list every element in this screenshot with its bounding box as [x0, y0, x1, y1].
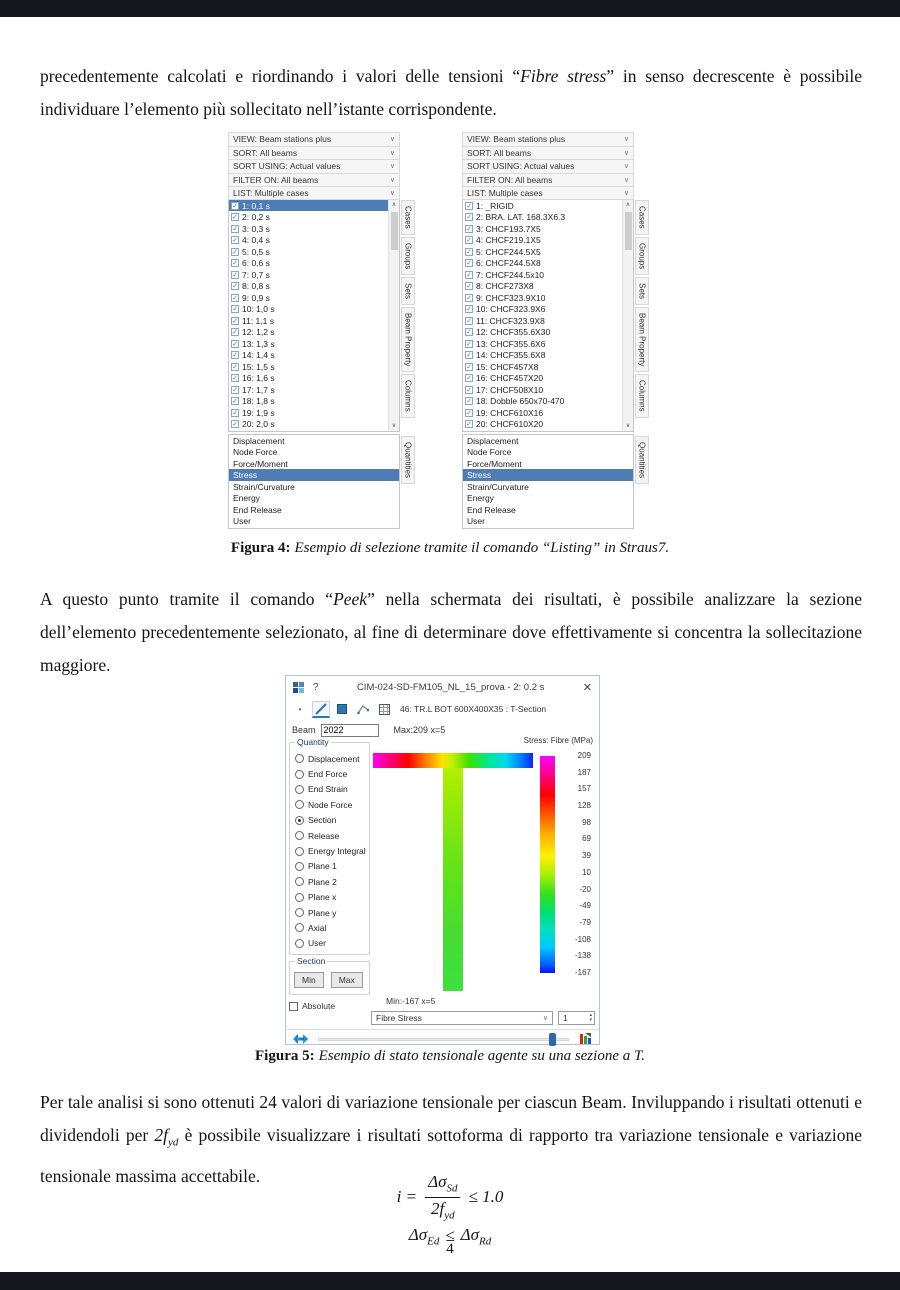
case-label: 12: 1,2 s [242, 327, 275, 338]
radio-icon [295, 877, 304, 886]
checkbox-checked-icon[interactable]: ✓ [466, 375, 472, 383]
case-label: 19: 1,9 s [242, 407, 275, 418]
chevron-down-icon: ∨ [623, 163, 629, 171]
line-icon [315, 703, 327, 715]
case-list-item[interactable] [229, 257, 388, 269]
case-list-item[interactable] [229, 395, 388, 407]
beam-number-input[interactable] [321, 724, 379, 737]
checkbox-checked-icon[interactable]: ✓ [232, 237, 238, 245]
case-list-item[interactable] [463, 257, 622, 269]
dropdown-label: LIST: Multiple cases [233, 188, 309, 199]
help-button[interactable]: ? [313, 681, 319, 693]
quantity-list-item[interactable]: Node Force [467, 447, 512, 458]
cases-list [462, 200, 634, 432]
scroll-thumb[interactable] [391, 212, 398, 250]
checkbox-checked-icon[interactable]: ✓ [232, 294, 238, 302]
checkbox-checked-icon[interactable]: ✓ [232, 329, 238, 337]
case-label: 15: CHCF457X8 [476, 361, 539, 372]
side-tab[interactable]: Columns [635, 374, 649, 418]
quantities-list [462, 434, 634, 529]
filter-dropdowns [462, 132, 634, 200]
radio-icon [295, 939, 304, 948]
legend-title: Stress: Fibre (MPa) [523, 736, 593, 745]
spline-tool-button[interactable] [354, 701, 372, 718]
scroll-up-icon[interactable]: ∧ [625, 201, 631, 208]
case-label: 11: 1,1 s [242, 315, 274, 326]
legend-value: 209 [577, 751, 591, 760]
scroll-down-icon[interactable]: ∨ [625, 422, 631, 429]
chevron-down-icon: ∨ [389, 190, 395, 198]
case-label: 6: CHCF244.5X8 [476, 258, 541, 269]
station-slider[interactable] [318, 1038, 569, 1041]
checkbox-checked-icon[interactable]: ✓ [466, 409, 472, 417]
radio-icon [295, 847, 304, 856]
spinner-down-icon[interactable]: ▾ [589, 1017, 592, 1023]
quantity-radio-option[interactable]: Plane 1 [293, 859, 366, 874]
quantity-list-item[interactable]: Force/Moment [467, 458, 522, 469]
case-list-item[interactable] [463, 407, 622, 419]
dropdown-label: FILTER ON: All beams [467, 175, 553, 186]
checkbox-checked-icon[interactable]: ✓ [466, 260, 472, 268]
dropdown-label: SORT: All beams [233, 147, 298, 158]
quantity-list-item[interactable]: Stress [229, 469, 399, 481]
legend-value: 128 [577, 801, 591, 811]
legend-value: -79 [579, 917, 591, 927]
legend-value: 69 [582, 834, 591, 844]
chevron-down-icon: ∨ [623, 177, 629, 185]
case-label: 7: CHCF244.5x10 [476, 269, 545, 280]
checkbox-checked-icon[interactable]: ✓ [232, 352, 238, 360]
case-list-item[interactable] [229, 200, 388, 212]
legend-value: -108 [574, 934, 591, 944]
quantity-radio-option[interactable]: Section [293, 813, 366, 828]
quantity-groupbox [289, 737, 370, 955]
chevron-down-icon: ∨ [542, 1015, 548, 1022]
case-list-item[interactable] [463, 211, 622, 223]
radio-icon [295, 908, 304, 917]
quantity-group-label: Quantity [297, 737, 329, 747]
checkbox-checked-icon[interactable]: ✓ [232, 202, 238, 210]
point-tool-button[interactable] [291, 701, 309, 718]
absolute-checkbox-row[interactable] [289, 1001, 370, 1011]
quantity-list-item[interactable]: Node Force [233, 447, 278, 458]
filter-dropdown[interactable] [462, 159, 634, 173]
dropdown-label: FILTER ON: All beams [233, 175, 319, 186]
section-group-label: Section [297, 956, 326, 967]
page-number: 4 [446, 1241, 454, 1257]
side-tab[interactable]: Beam Property [401, 307, 415, 372]
formula-2: $\Delta\sigma_{Ed}$ ≤ $\Delta\sigma_{Rd}$ [408, 1225, 492, 1248]
case-list-item[interactable] [229, 303, 388, 315]
case-list-item[interactable] [463, 395, 622, 407]
area-tool-button[interactable] [333, 701, 351, 718]
chevron-down-icon: ∨ [623, 190, 629, 198]
peek-sidebar [289, 737, 370, 1012]
case-list-item[interactable] [463, 234, 622, 246]
case-list-item[interactable] [463, 349, 622, 361]
case-label: 17: 1,7 s [242, 384, 275, 395]
checkbox-checked-icon[interactable]: ✓ [466, 237, 472, 245]
checkbox-checked-icon[interactable]: ✓ [232, 340, 238, 348]
case-label: 15: 1,5 s [242, 361, 275, 372]
legend-value: -20 [579, 884, 591, 894]
checkbox-checked-icon[interactable]: ✓ [232, 248, 238, 256]
case-label: 3: 0,3 s [242, 223, 270, 234]
checkbox-checked-icon[interactable]: ✓ [466, 271, 472, 279]
chevron-down-icon: ∨ [389, 136, 395, 144]
case-label: 5: 0,5 s [242, 246, 270, 257]
legend-settings-icon[interactable] [579, 1033, 592, 1045]
dropdown-label: SORT USING: Actual values [467, 161, 575, 172]
case-label: 2: BRA. LAT. 168.3X6.3 [476, 212, 566, 223]
side-tab[interactable]: Groups [635, 237, 649, 275]
checkbox-checked-icon[interactable]: ✓ [466, 283, 472, 291]
quantity-list-item[interactable]: Displacement [467, 435, 519, 446]
quantity-list-item[interactable]: Stress [463, 469, 633, 481]
formula-1: i = $\frac{\Delta\sigma_{Sd}}{2f_{yd}}$ ≤ 1.0 [396, 1172, 504, 1221]
scrollbar[interactable] [388, 200, 399, 431]
square-icon [337, 704, 347, 714]
case-label: 20: CHCF610X20 [476, 419, 544, 430]
paragraph-1: precedentemente calcolati e riordinando i valori delle tensioni “Fibre stress” in senso decrescente è possibile individuare l’elemento più sollecitato nell’istante corrispondente. [40, 66, 863, 119]
quantity-list-item[interactable]: Strain/Curvature [467, 481, 529, 492]
quantity-radio-option[interactable]: Plane 2 [293, 874, 366, 889]
station-spinner[interactable]: 1 ▴ ▾ [558, 1011, 595, 1025]
straus7-listing-panel-right [462, 132, 650, 530]
case-list-item[interactable] [463, 269, 622, 281]
quantity-radio-option[interactable]: Node Force [293, 797, 366, 812]
quantities-list [228, 434, 400, 529]
legend-value: 187 [577, 767, 591, 777]
radio-icon [295, 831, 304, 840]
spline-icon [357, 703, 369, 715]
slider-handle[interactable] [549, 1033, 556, 1046]
case-label: 14: 1,4 s [242, 350, 275, 361]
checkbox-checked-icon[interactable]: ✓ [466, 225, 472, 233]
dropdown-label: SORT: All beams [467, 147, 532, 158]
inline-math: $2f_{yd}$ [154, 1125, 179, 1149]
case-list-item[interactable] [463, 200, 622, 212]
paragraph-3: Per tale analisi si sono ottenuti 24 valori di variazione tensionale per ciascun Beam. Inviluppando i risultati ottenuti e dividendoli per $2f_{yd}$ è possibile visualizzare i risultati sottoforma di rapporto tra variazione tensionale e variazione tensionale massima accettabile. [40, 1092, 863, 1186]
side-tab[interactable]: Cases [401, 200, 415, 235]
case-list-item[interactable] [229, 349, 388, 361]
dropdown-label: VIEW: Beam stations plus [467, 134, 566, 145]
case-label: 14: CHCF355.6X8 [476, 350, 546, 361]
chevron-down-icon: ∨ [623, 136, 629, 144]
straus7-listing-panel-left [228, 132, 416, 530]
checkbox-checked-icon[interactable]: ✓ [466, 317, 472, 325]
beam-label: Beam [292, 725, 316, 735]
dialog-title: CIM-024-SD-FM105_NL_15_prova - 2: 0.2 s [356, 681, 545, 693]
checkbox-checked-icon[interactable]: ✓ [232, 271, 238, 279]
filter-dropdown[interactable] [462, 173, 634, 187]
case-label: 13: CHCF355.6X6 [476, 338, 546, 349]
case-label: 18: Dobble 650x70-470 [476, 396, 565, 407]
scroll-down-icon[interactable]: ∨ [391, 422, 397, 429]
checkbox-unchecked-icon[interactable] [289, 1002, 298, 1011]
case-label: 8: 0,8 s [242, 281, 270, 292]
checkbox-checked-icon[interactable]: ✓ [466, 340, 472, 348]
max-button[interactable]: Max [331, 972, 363, 988]
case-label: 8: CHCF273X8 [476, 281, 534, 292]
radio-icon [295, 816, 304, 825]
case-list-item[interactable] [229, 269, 388, 281]
side-tab-strip [634, 132, 650, 530]
radio-icon [295, 862, 304, 871]
filter-dropdown[interactable] [228, 146, 400, 160]
checkbox-checked-icon[interactable]: ✓ [232, 306, 238, 314]
checkbox-checked-icon[interactable]: ✓ [232, 225, 238, 233]
cases-list [228, 200, 400, 432]
case-label: 18: 1,8 s [242, 396, 275, 407]
quantity-list-item[interactable]: End Release [467, 504, 516, 515]
quantity-radio-option[interactable]: Displacement [293, 751, 366, 766]
radio-icon [295, 770, 304, 779]
point-icon: • [298, 704, 302, 714]
case-list-item[interactable] [229, 234, 388, 246]
radio-icon [295, 893, 304, 902]
case-label: 20: 2,0 s [242, 419, 275, 430]
checkbox-checked-icon[interactable]: ✓ [232, 317, 238, 325]
checkbox-checked-icon[interactable]: ✓ [232, 398, 238, 406]
case-list-item[interactable] [463, 280, 622, 292]
radio-icon [295, 754, 304, 763]
section-groupbox [289, 956, 370, 995]
filter-dropdown[interactable] [462, 186, 634, 200]
checkbox-checked-icon[interactable]: ✓ [466, 202, 472, 210]
case-list-item[interactable] [229, 326, 388, 338]
case-list-item[interactable] [229, 280, 388, 292]
t-section-flange [373, 753, 533, 768]
case-label: 4: CHCF219.1X5 [476, 235, 541, 246]
case-list-item[interactable] [229, 315, 388, 327]
section-name-label: 46: TR.L BOT 600X400X35 : T-Section [400, 704, 547, 714]
t-section-stem [443, 768, 463, 991]
legend-value: -49 [579, 901, 591, 911]
spinner-up-icon[interactable]: ▴ [589, 1012, 592, 1018]
quantity-radio-option[interactable]: Plane y [293, 905, 366, 920]
bottom-border-bar [0, 1272, 900, 1290]
case-list-item[interactable] [229, 361, 388, 373]
case-label: 9: CHCF323.9X10 [476, 292, 546, 303]
checkbox-checked-icon[interactable]: ✓ [466, 352, 472, 360]
case-list-item[interactable] [463, 326, 622, 338]
quantity-radio-option[interactable]: Release [293, 828, 366, 843]
calculator-button[interactable] [375, 701, 393, 718]
absolute-label: Absolute [302, 1001, 336, 1012]
quantity-radio-option[interactable]: End Force [293, 766, 366, 781]
case-label: 1: _RIGID [476, 200, 514, 211]
side-tab[interactable]: Sets [635, 277, 649, 305]
filter-dropdown[interactable] [462, 132, 634, 146]
checkbox-checked-icon[interactable]: ✓ [466, 363, 472, 371]
checkbox-checked-icon[interactable]: ✓ [232, 375, 238, 383]
case-list-item[interactable] [463, 418, 622, 430]
min-button[interactable]: Min [294, 972, 324, 988]
case-list-item[interactable] [463, 361, 622, 373]
legend-values [559, 751, 591, 977]
scroll-up-icon[interactable]: ∧ [391, 201, 397, 208]
case-list-item[interactable] [463, 384, 622, 396]
quantity-radio-option[interactable]: End Strain [293, 782, 366, 797]
case-list-item[interactable] [229, 292, 388, 304]
case-label: 5: CHCF244.5X5 [476, 246, 541, 257]
peek-toolbar [286, 698, 599, 720]
quantity-radio-option[interactable]: Plane x [293, 890, 366, 905]
case-label: 2: 0,2 s [242, 212, 270, 223]
side-tab-quantities[interactable]: Quantities [401, 436, 415, 484]
case-label: 4: 0,4 s [242, 235, 270, 246]
side-tab-quantities[interactable]: Quantities [635, 436, 649, 484]
chevron-down-icon: ∨ [389, 163, 395, 171]
radio-icon [295, 800, 304, 809]
case-label: 13: 1,3 s [242, 338, 275, 349]
min-value-label: Min:-167 x=5 [386, 996, 436, 1006]
radio-icon [295, 785, 304, 794]
line-tool-button[interactable] [312, 701, 330, 718]
filter-dropdowns [228, 132, 400, 200]
case-label: 11: CHCF323.9X8 [476, 315, 545, 326]
case-label: 17: CHCF508X10 [476, 384, 544, 395]
checkbox-checked-icon[interactable]: ✓ [466, 386, 472, 394]
case-label: 9: 0,9 s [242, 292, 270, 303]
radio-icon [295, 923, 304, 932]
checkbox-checked-icon[interactable]: ✓ [466, 329, 472, 337]
legend-value: 10 [582, 867, 591, 877]
case-label: 6: 0,6 s [242, 258, 270, 269]
checkbox-checked-icon[interactable]: ✓ [232, 386, 238, 394]
case-list-item[interactable] [463, 315, 622, 327]
legend-value: 98 [582, 817, 591, 827]
checkbox-checked-icon[interactable]: ✓ [232, 363, 238, 371]
figure-4-caption: Figura 4: Esempio di selezione tramite il comando “Listing” in Straus7. [230, 540, 670, 556]
result-quantity-row [286, 1010, 599, 1026]
checkbox-checked-icon[interactable]: ✓ [232, 283, 238, 291]
peek-bottom-bar [286, 1029, 599, 1048]
checkbox-checked-icon[interactable]: ✓ [466, 306, 472, 314]
app-grid-icon [293, 682, 304, 693]
case-label: 7: 0,7 s [242, 269, 270, 280]
paragraph-2: A questo punto tramite il comando “Peek” nella schermata dei risultati, è possibile analizzare la sezione dell’elemento precedentemente selezionato, al fine di determinare dove effettivamente si concentra la sollecitazione maggiore. [40, 589, 862, 675]
quantity-list-item[interactable]: Energy [233, 493, 260, 504]
peek-dialog [285, 675, 600, 1045]
chevron-down-icon: ∨ [389, 149, 395, 157]
checkbox-checked-icon[interactable]: ✓ [466, 294, 472, 302]
case-label: 16: 1,6 s [242, 373, 275, 384]
side-tab[interactable]: Groups [401, 237, 415, 275]
case-list-item[interactable] [463, 292, 622, 304]
checkbox-checked-icon[interactable]: ✓ [232, 409, 238, 417]
case-list-item[interactable] [229, 246, 388, 258]
side-tab[interactable]: Columns [401, 374, 415, 418]
case-list-item[interactable] [229, 338, 388, 350]
case-label: 19: CHCF610X16 [476, 407, 544, 418]
peek-body [286, 736, 599, 1012]
case-label: 1: 0,1 s [242, 200, 270, 211]
dropdown-label: SORT USING: Actual values [233, 161, 341, 172]
quantity-list-item[interactable]: Strain/Curvature [233, 481, 295, 492]
case-list-item[interactable] [463, 246, 622, 258]
case-list-item[interactable] [463, 372, 622, 384]
case-label: 12: CHCF355.6X30 [476, 327, 551, 338]
checkbox-checked-icon[interactable]: ✓ [232, 260, 238, 268]
case-list-item[interactable] [229, 211, 388, 223]
calculator-icon [379, 704, 390, 715]
scroll-thumb[interactable] [625, 212, 632, 250]
result-quantity-dropdown[interactable]: Fibre Stress ∨ [371, 1011, 553, 1025]
case-list-item[interactable] [463, 223, 622, 235]
side-tab[interactable]: Cases [635, 200, 649, 235]
checkbox-checked-icon[interactable]: ✓ [466, 421, 472, 429]
quantity-list-item[interactable]: Displacement [233, 435, 285, 446]
chevron-down-icon: ∨ [623, 149, 629, 157]
filter-dropdown[interactable] [462, 146, 634, 160]
case-list-item[interactable] [229, 384, 388, 396]
dropdown-label: VIEW: Beam stations plus [233, 134, 332, 145]
case-label: 10: 1,0 s [242, 304, 275, 315]
case-list-item[interactable] [463, 338, 622, 350]
quantity-list-item[interactable]: User [233, 516, 251, 527]
quantity-radio-option[interactable]: Axial [293, 920, 366, 935]
top-border-bar [0, 0, 900, 17]
legend-value: -138 [574, 951, 591, 961]
formula-block [0, 1172, 900, 1248]
quantity-radio-option[interactable]: Energy Integral [293, 843, 366, 858]
filter-dropdown[interactable] [228, 132, 400, 146]
quantity-radio-option[interactable]: User [293, 936, 366, 951]
checkbox-checked-icon[interactable]: ✓ [466, 398, 472, 406]
filter-dropdown[interactable] [228, 159, 400, 173]
close-icon[interactable]: ✕ [582, 681, 592, 694]
max-value-label: Max:209 x=5 [393, 725, 446, 735]
legend-value: -167 [574, 967, 591, 977]
scrollbar[interactable] [622, 200, 633, 431]
peek-title-bar [286, 676, 599, 698]
filter-dropdown[interactable] [228, 173, 400, 187]
checkbox-checked-icon[interactable]: ✓ [232, 421, 238, 429]
side-tab[interactable]: Sets [401, 277, 415, 305]
side-tab-strip [400, 132, 416, 530]
checkbox-checked-icon[interactable]: ✓ [232, 214, 238, 222]
checkbox-checked-icon[interactable]: ✓ [466, 214, 472, 222]
dropdown-label: LIST: Multiple cases [467, 188, 543, 199]
case-list-item[interactable] [463, 303, 622, 315]
case-label: 3: CHCF193.7X5 [476, 223, 541, 234]
stress-colorbar [540, 756, 555, 973]
expand-horizontal-icon[interactable] [293, 1034, 308, 1044]
quantity-list-item[interactable]: User [467, 516, 485, 527]
quantity-list-item[interactable]: End Release [233, 504, 282, 515]
side-tab[interactable]: Beam Property [635, 307, 649, 372]
case-list-item[interactable] [229, 418, 388, 430]
case-list-item[interactable] [229, 372, 388, 384]
case-label: 10: CHCF323.9X6 [476, 304, 546, 315]
filter-dropdown[interactable] [228, 186, 400, 200]
quantity-list-item[interactable]: Energy [467, 493, 494, 504]
chevron-down-icon: ∨ [389, 177, 395, 185]
quantity-list-item[interactable]: Force/Moment [233, 458, 288, 469]
legend-value: 39 [582, 851, 591, 861]
checkbox-checked-icon[interactable]: ✓ [466, 248, 472, 256]
figure-5-caption: Figura 5: Esempio di stato tensionale agente su una sezione a T. [255, 1048, 645, 1064]
legend-value: 157 [577, 784, 591, 794]
case-label: 16: CHCF457X20 [476, 373, 544, 384]
case-list-item[interactable] [229, 407, 388, 419]
case-list-item[interactable] [229, 223, 388, 235]
t-section-canvas [371, 740, 536, 1005]
